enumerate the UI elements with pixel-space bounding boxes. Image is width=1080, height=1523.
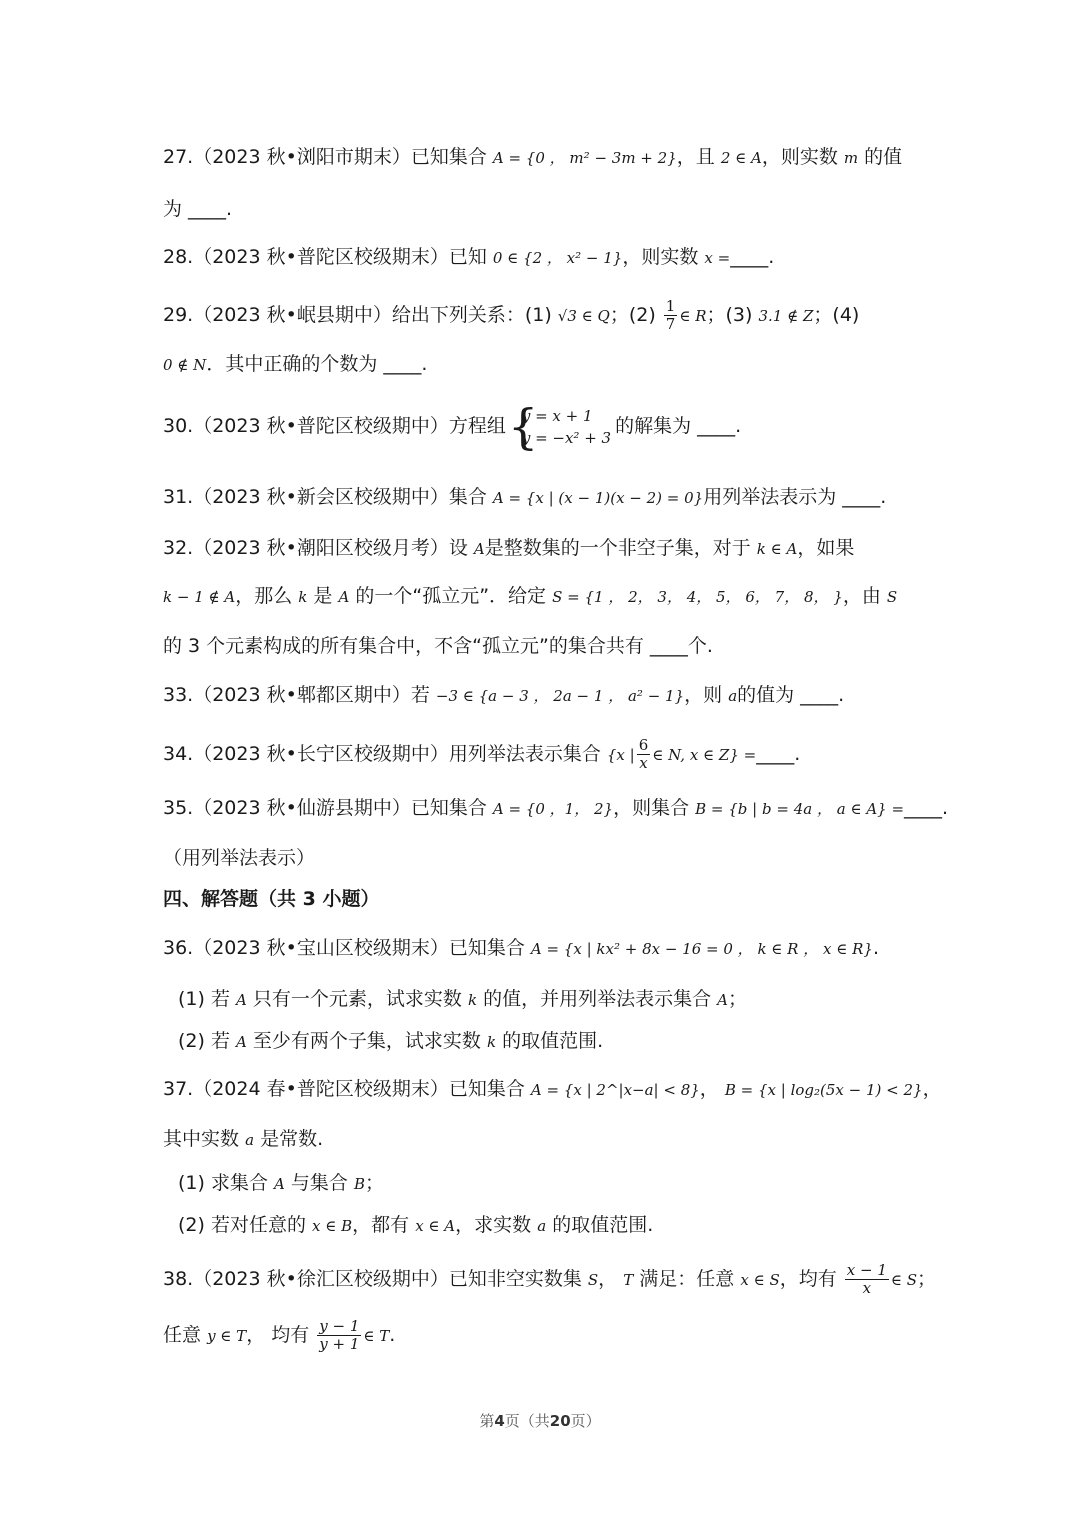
q31-math-set: A = {x | (x − 1)(x − 2) = 0} <box>492 489 704 507</box>
part-text: ，都有 <box>352 1214 410 1236</box>
q27-text: ，则实数 <box>761 146 838 168</box>
question-35-line-1 <box>163 795 948 822</box>
q33-answer-blank: 的值为 ____. <box>737 684 845 706</box>
question-32-line-2 <box>163 583 897 610</box>
q30-answer-blank: 的解集为 ____. <box>615 415 742 437</box>
q30-text: 30.（2023 秋•普陀区校级期中）方程组 <box>163 415 506 437</box>
q37-text: 其中实数 <box>163 1128 240 1150</box>
q27-math-condition: 2 ∈ A <box>720 149 762 167</box>
q29-text: ；(2) <box>609 304 656 326</box>
q34-answer-blank: ____. <box>756 743 801 765</box>
q29-answer-blank: ．其中正确的个数为 ____. <box>206 353 428 375</box>
q35-math-set-a: A = {0 ，1， 2} <box>492 800 614 818</box>
question-27-line-1 <box>163 144 902 171</box>
q32-answer-blank: 的 3 个元素构成的所有集合中，不含“孤立元”的集合共有 ____个. <box>163 635 713 657</box>
page-number: 4 <box>494 1412 505 1430</box>
q34-fraction <box>637 737 651 772</box>
q35-answer-blank: ____. <box>904 797 949 819</box>
q38-text: ， 均有 <box>246 1324 310 1346</box>
q30-equation-system <box>507 398 612 455</box>
part-text: (1) 若 <box>178 988 230 1010</box>
q32-text: ，那么 <box>235 585 293 607</box>
q37-math-set-a: A = {x | 2^|x−a| < 8} <box>530 1081 700 1099</box>
question-36-part-2 <box>178 1028 603 1055</box>
q27-text: ，且 <box>676 146 715 168</box>
question-29-line-1 <box>163 298 859 333</box>
q34-math: ∈ N, x ∈ Z} = <box>652 746 757 764</box>
equation-row: y = −x² + 3 <box>521 428 612 447</box>
part-text: 与集合 <box>290 1172 348 1194</box>
question-35-line-2 <box>163 845 315 871</box>
part-text: ，求实数 <box>455 1214 532 1236</box>
fraction-numerator: y − 1 <box>319 1317 360 1335</box>
q34-math: {x | <box>606 746 635 764</box>
q31-answer-blank: 用列举法表示为 ____. <box>703 486 887 508</box>
question-32-line-3 <box>163 633 713 659</box>
q32-math-set-s: S = {1 ， 2， 3， 4， 5， 6， 7， 8， } <box>552 588 843 606</box>
q29-text: ；(3) <box>706 304 753 326</box>
q27-text: 的值 <box>864 146 903 168</box>
part-text: (1) 求集合 <box>178 1172 268 1194</box>
part-text: (2) 若对任意的 <box>178 1214 306 1236</box>
q36-text: 36.（2023 秋•宝山区校级期末）已知集合 <box>163 937 525 959</box>
part-text: ； <box>728 988 748 1010</box>
q28-text: 28.（2023 秋•普陀区校级期末）已知 <box>163 246 487 268</box>
q38-math: x ∈ S <box>740 1271 780 1289</box>
part-text: 只有一个元素，试求实数 <box>252 988 462 1010</box>
q32-text: ，如果 <box>797 537 855 559</box>
q35-note: （用列举法表示） <box>163 847 316 869</box>
part-text: 的取值范围. <box>552 1214 654 1236</box>
page-footer <box>0 1410 1080 1431</box>
question-38-line-1 <box>163 1262 936 1297</box>
footer-text: 页（共 <box>504 1412 550 1430</box>
q32-text: 是 <box>313 585 333 607</box>
q28-math-var: x = <box>704 249 731 267</box>
q32-math: A <box>473 540 485 558</box>
q29-text: 29.（2023 秋•岷县期中）给出下列关系：(1) <box>163 304 552 326</box>
q36-math-set: A = {x | kx² + 8x − 16 = 0 ， k ∈ R ， x ∈ R} <box>530 940 873 958</box>
question-37-part-2 <box>178 1212 653 1239</box>
part-math: A <box>236 1033 247 1051</box>
part-math: k <box>486 1033 497 1051</box>
q37-text: ， <box>922 1078 942 1100</box>
q29-math-3: 3.1 ∉ Z <box>758 307 814 325</box>
part-text: ； <box>365 1172 385 1194</box>
fraction-denominator: y + 1 <box>319 1335 360 1353</box>
q32-math: A <box>338 588 350 606</box>
q38-math: S <box>587 1271 599 1289</box>
q31-text: 31.（2023 秋•新会区校级期中）集合 <box>163 486 487 508</box>
section-heading: 四、解答题（共 3 小题） <box>163 888 380 910</box>
q27-answer-blank: 为 ____. <box>163 198 233 220</box>
question-37-line-1 <box>163 1076 942 1103</box>
fraction-numerator: x − 1 <box>846 1261 887 1279</box>
q29-text: ；(4) <box>813 304 860 326</box>
q37-text: 是常数. <box>260 1128 324 1150</box>
part-text: 至少有两个子集，试求实数 <box>252 1030 481 1052</box>
part-math: x ∈ A <box>415 1217 456 1235</box>
q32-math: S <box>886 588 898 606</box>
q38-fraction-1 <box>845 1262 889 1297</box>
q32-math: k − 1 ∉ A <box>163 588 236 606</box>
part-text: 的取值范围. <box>502 1030 604 1052</box>
question-36-part-1 <box>178 986 747 1013</box>
q27-math-var: m <box>843 149 859 167</box>
q33-math-var: a <box>728 687 738 705</box>
q33-text: ，则 <box>684 684 723 706</box>
question-38-line-2 <box>163 1318 395 1353</box>
footer-text: 第 <box>479 1412 495 1430</box>
fraction-denominator: x <box>639 754 648 772</box>
q32-text: 32.（2023 秋•潮阳区校级月考）设 <box>163 537 468 559</box>
part-math: k <box>467 991 478 1009</box>
q38-text: ； <box>917 1268 937 1290</box>
q38-math: ∈ S <box>890 1271 918 1289</box>
q29-fraction <box>664 298 678 333</box>
q32-math: k ∈ A <box>756 540 798 558</box>
question-31 <box>163 484 886 511</box>
q37-text: ， <box>699 1078 719 1100</box>
question-29-line-2 <box>163 351 427 378</box>
q38-text: 38.（2023 秋•徐汇区校级期中）已知非空实数集 <box>163 1268 582 1290</box>
q27-text: 27.（2023 秋•浏阳市期末）已知集合 <box>163 146 487 168</box>
part-math: A <box>236 991 247 1009</box>
part-math: A <box>274 1175 285 1193</box>
q38-math: T <box>623 1271 634 1289</box>
q34-text: 34.（2023 秋•长宁区校级期中）用列举法表示集合 <box>163 743 601 765</box>
q35-text: ，则集合 <box>613 797 690 819</box>
part-math: a <box>537 1217 547 1235</box>
q29-math-4: 0 ∉ N <box>163 356 207 374</box>
fraction-denominator: x <box>862 1279 872 1297</box>
q32-text: 的一个“孤立元”．给定 <box>355 585 547 607</box>
question-33 <box>163 682 844 709</box>
q36-text: . <box>872 937 879 959</box>
q37-math: a <box>245 1131 255 1149</box>
q33-math-condition: −3 ∈ {a − 3 ， 2a − 1 ， a² − 1} <box>435 687 685 705</box>
q38-text: 任意 <box>163 1324 202 1346</box>
q28-answer-blank: ____. <box>730 246 775 268</box>
q38-text: 满足：任意 <box>639 1268 735 1290</box>
q38-text: ，均有 <box>779 1268 837 1290</box>
q28-math-condition: 0 ∈ {2 ， x² − 1} <box>492 249 623 267</box>
q37-math-set-b: B = {x | log₂(5x − 1) < 2} <box>724 1081 923 1099</box>
q38-text: . <box>389 1324 396 1346</box>
question-37-part-1 <box>178 1170 384 1197</box>
question-37-line-2 <box>163 1126 323 1153</box>
left-brace-icon: { <box>507 398 539 455</box>
question-36 <box>163 935 879 962</box>
question-27-line-2 <box>163 196 232 222</box>
q38-math: ∈ T <box>363 1327 390 1345</box>
q37-text: 37.（2024 春•普陀区校级期末）已知集合 <box>163 1078 525 1100</box>
part-math: B <box>353 1175 365 1193</box>
q29-math-1: √3 ∈ Q <box>557 307 610 325</box>
q27-math-set: A = {0 ， m² − 3m + 2} <box>492 149 677 167</box>
q32-math: k <box>298 588 308 606</box>
q33-text: 33.（2023 秋•郫都区期中）若 <box>163 684 430 706</box>
question-32-line-1 <box>163 535 854 562</box>
q35-text: 35.（2023 秋•仙游县期中）已知集合 <box>163 797 487 819</box>
q32-text: 是整数集的一个非空子集，对于 <box>484 537 751 559</box>
fraction-numerator: 1 <box>665 297 676 315</box>
q29-math-2: ∈ R <box>679 307 707 325</box>
q38-math: y ∈ T <box>207 1327 247 1345</box>
equation-row: y = x + 1 <box>521 406 593 425</box>
q35-math-set-b: B = {b | b = 4a ， a ∈ A} = <box>695 800 905 818</box>
fraction-denominator: 7 <box>665 315 676 333</box>
part-math: A <box>717 991 729 1009</box>
question-34 <box>163 737 800 772</box>
fraction-numerator: 6 <box>638 736 649 754</box>
question-30 <box>163 398 742 455</box>
part-math: x ∈ B <box>312 1217 353 1235</box>
q32-text: ，由 <box>842 585 881 607</box>
q28-text: ，则实数 <box>622 246 699 268</box>
part-text: 的值，并用列举法表示集合 <box>483 988 712 1010</box>
q38-text: ， <box>598 1268 618 1290</box>
footer-text: 页） <box>570 1412 601 1430</box>
question-28 <box>163 244 774 271</box>
q38-fraction-2 <box>317 1318 361 1353</box>
part-text: (2) 若 <box>178 1030 230 1052</box>
page-total: 20 <box>549 1412 571 1430</box>
